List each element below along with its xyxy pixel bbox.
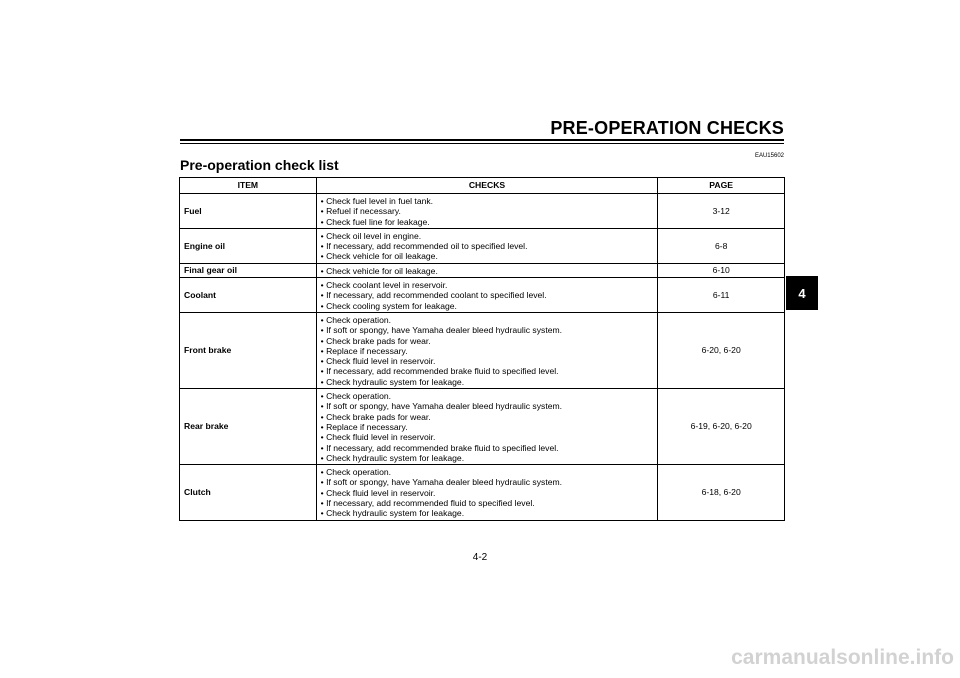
check-item: • Refuel if necessary. [321, 206, 654, 216]
item-cell: Final gear oil [180, 263, 317, 277]
table-row [180, 228, 785, 263]
item-cell: Front brake [180, 312, 317, 388]
table-row [180, 389, 785, 465]
header-rule-thin [180, 143, 784, 144]
check-item: • If necessary, add recommended brake fluid to specified level. [321, 443, 654, 453]
check-item: • Check coolant level in reservoir. [321, 280, 654, 290]
check-item: • Check fluid level in reservoir. [321, 356, 654, 366]
checks-cell [316, 389, 658, 465]
check-item: • Check brake pads for wear. [321, 412, 654, 422]
item-cell: Fuel [180, 194, 317, 229]
checks-cell [316, 228, 658, 263]
page-number: 4-2 [472, 552, 488, 563]
check-item: • If necessary, add recommended coolant to specified level. [321, 290, 654, 300]
check-item: • Check operation. [321, 391, 654, 401]
check-item: • Check cooling system for leakage. [321, 301, 654, 311]
check-item: • Replace if necessary. [321, 346, 654, 356]
check-list-table [179, 177, 785, 521]
table-row [180, 312, 785, 388]
watermark: carmanualsonline.info [731, 646, 954, 669]
check-item: • Check brake pads for wear. [321, 336, 654, 346]
column-header-page: PAGE [658, 178, 785, 194]
check-item: • Check fuel level in fuel tank. [321, 196, 654, 206]
check-item: • Check hydraulic system for leakage. [321, 508, 654, 518]
checks-cell [316, 465, 658, 520]
header-rule-thick [180, 139, 784, 141]
table-row [180, 278, 785, 313]
check-item: • Check vehicle for oil leakage. [321, 266, 654, 276]
item-cell: Clutch [180, 465, 317, 520]
table-body [180, 194, 785, 521]
page-reference-cell: 6-11 [658, 278, 785, 313]
check-item: • If soft or spongy, have Yamaha dealer bleed hydraulic system. [321, 477, 654, 487]
chapter-tab: 4 [786, 276, 818, 310]
checks-cell [316, 312, 658, 388]
table-row [180, 465, 785, 520]
item-cell: Engine oil [180, 228, 317, 263]
check-item: • If necessary, add recommended brake fluid to specified level. [321, 366, 654, 376]
check-item: • Check fluid level in reservoir. [321, 488, 654, 498]
check-item: • If soft or spongy, have Yamaha dealer bleed hydraulic system. [321, 401, 654, 411]
page-reference-cell: 3-12 [658, 194, 785, 229]
check-item: • If necessary, add recommended fluid to specified level. [321, 498, 654, 508]
check-item: • Check fluid level in reservoir. [321, 432, 654, 442]
table-header-row [180, 178, 785, 194]
check-item: • Check fuel line for leakage. [321, 217, 654, 227]
check-item: • Check operation. [321, 467, 654, 477]
check-item: • Check operation. [321, 315, 654, 325]
check-item: • Check hydraulic system for leakage. [321, 453, 654, 463]
table-row [180, 263, 785, 277]
page-reference-cell: 6-8 [658, 228, 785, 263]
check-item: • Check vehicle for oil leakage. [321, 251, 654, 261]
item-cell: Coolant [180, 278, 317, 313]
check-item: • Check hydraulic system for leakage. [321, 377, 654, 387]
page-reference-cell: 6-10 [658, 263, 785, 277]
checks-cell [316, 278, 658, 313]
column-header-checks: CHECKS [316, 178, 658, 194]
column-header-item: ITEM [180, 178, 317, 194]
check-item: • If necessary, add recommended oil to specified level. [321, 241, 654, 251]
table-row [180, 194, 785, 229]
check-item: • If soft or spongy, have Yamaha dealer bleed hydraulic system. [321, 325, 654, 335]
item-cell: Rear brake [180, 389, 317, 465]
check-item: • Replace if necessary. [321, 422, 654, 432]
check-item: • Check oil level in engine. [321, 231, 654, 241]
page-reference-cell: 6-20, 6-20 [658, 312, 785, 388]
document-code: EAU15602 [754, 153, 784, 159]
checks-cell [316, 263, 658, 277]
page-reference-cell: 6-18, 6-20 [658, 465, 785, 520]
page-reference-cell: 6-19, 6-20, 6-20 [658, 389, 785, 465]
checks-cell [316, 194, 658, 229]
page-header-title: PRE-OPERATION CHECKS [550, 118, 784, 138]
section-title: Pre-operation check list [180, 157, 339, 173]
